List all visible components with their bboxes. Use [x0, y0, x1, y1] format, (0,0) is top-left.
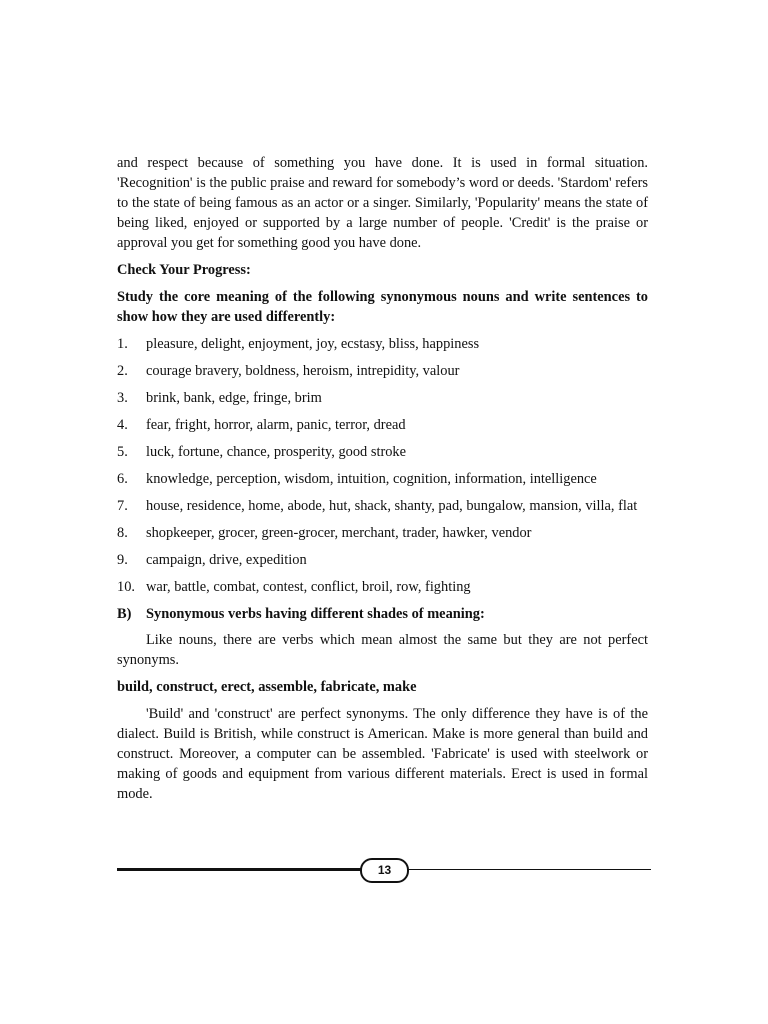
list-item [117, 388, 648, 408]
verbs-intro-paragraph: Like nouns, there are verbs which mean almost the same but they are not perfect synonyms. [117, 632, 648, 668]
item-text: shopkeeper, grocer, green-grocer, merchant, trader, hawker, vendor [146, 525, 532, 541]
section-b-title: Synonymous verbs having different shades of meaning: [146, 606, 485, 622]
item-number: 2. [117, 363, 128, 379]
check-progress-heading: Check Your Progress: [117, 262, 251, 278]
synonym-list [117, 334, 648, 597]
list-item [117, 577, 648, 597]
list-item [117, 469, 648, 489]
list-item [117, 361, 648, 381]
list-item [117, 415, 648, 435]
verbs-subheading: build, construct, erect, assemble, fabricate, make [117, 679, 417, 695]
footer-rule-left [117, 868, 362, 871]
item-number: 7. [117, 498, 128, 514]
item-text: campaign, drive, expedition [146, 552, 307, 568]
section-b-heading [117, 604, 648, 624]
footer-rule-right [407, 869, 651, 870]
item-number: 10. [117, 579, 135, 595]
item-text: luck, fortune, chance, prosperity, good stroke [146, 444, 407, 460]
list-item [117, 334, 648, 354]
item-text: war, battle, combat, contest, conflict, broil, row, fighting [146, 579, 471, 595]
list-item [117, 550, 648, 570]
verbs-paragraph: 'Build' and 'construct' are perfect synonyms. The only difference they have is of the dialect. Build is British, while construct is American. Make is more general than build and construct. Moreover, a computer can be assembled. 'Fabricate' is used with steelwork or making of goods and equipment from various different materials. Erect is used in formal mode. [117, 706, 648, 802]
page-number: 13 [360, 858, 409, 883]
item-text: knowledge, perception, wisdom, intuition, cognition, information, intelligence [146, 471, 597, 487]
item-number: 1. [117, 336, 128, 352]
item-text: fear, fright, horror, alarm, panic, terror, dread [146, 417, 406, 433]
item-text: house, residence, home, abode, hut, shack, shanty, pad, bungalow, mansion, villa, flat [146, 498, 638, 514]
item-text: brink, bank, edge, fringe, brim [146, 390, 322, 406]
item-number: 5. [117, 444, 128, 460]
intro-paragraph: and respect because of something you have done. It is used in formal situation. 'Recognition' is the public praise and reward for somebody’s word or deeds. 'Stardom' refers to the state of being famous as an actor or a singer. Similarly, 'Popularity' means the state of being liked, enjoyed or supported by a large number of people. 'Credit' is the praise or approval you get for something good you have done. [117, 155, 648, 251]
page-body [117, 153, 648, 804]
item-text: courage bravery, boldness, heroism, intrepidity, valour [146, 363, 460, 379]
item-number: 4. [117, 417, 128, 433]
item-number: 3. [117, 390, 128, 406]
list-item [117, 442, 648, 462]
page-footer [117, 857, 651, 883]
section-b-label: B) [117, 606, 132, 622]
list-item [117, 523, 648, 543]
exercise-instruction: Study the core meaning of the following synonymous nouns and write sentences to show how they are used differently: [117, 289, 648, 325]
item-number: 8. [117, 525, 128, 541]
item-text: pleasure, delight, enjoyment, joy, ecstasy, bliss, happiness [146, 336, 480, 352]
item-number: 6. [117, 471, 128, 487]
item-number: 9. [117, 552, 128, 568]
list-item [117, 496, 648, 516]
